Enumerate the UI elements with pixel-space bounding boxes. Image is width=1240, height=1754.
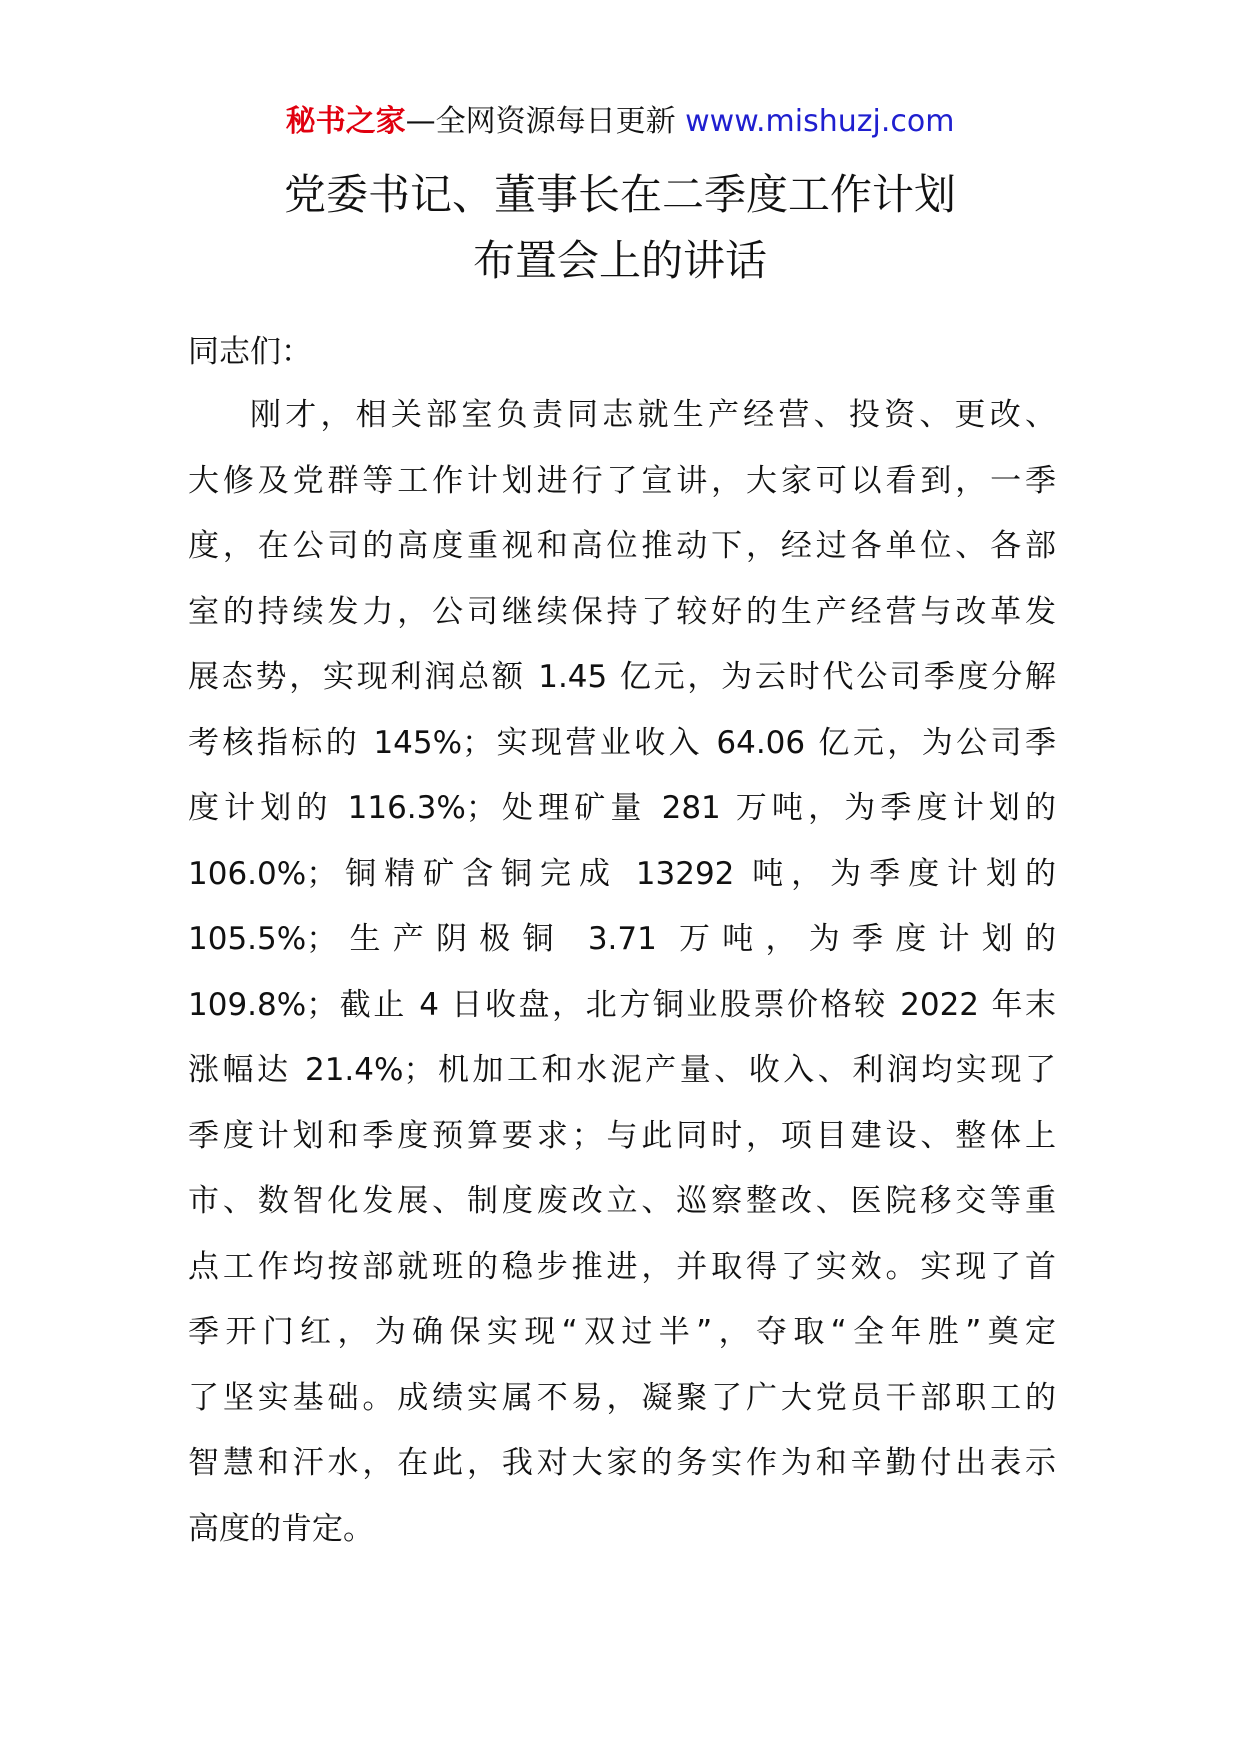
paragraph-line: 智慧和汗水，在此，我对大家的务实作为和辛勤付出表示 — [188, 1445, 1056, 1481]
title-line-2: 布置会上的讲话 — [472, 236, 767, 285]
paragraph-line: 了坚实基础。成绩实属不易，凝聚了广大党员干部职工的 — [188, 1379, 1056, 1416]
paragraph-line: 105.5%；生产阴极铜 3.71 万吨，为季度计划的 — [188, 921, 1056, 957]
paragraph-line: 季度计划和季度预算要求；与此同时，项目建设、整体上 — [188, 1117, 1056, 1154]
paragraph-line: 季开门红，为确保实现“双过半”，夺取“全年胜”奠定 — [188, 1314, 1056, 1350]
paragraph-line: 考核指标的 145%；实现营业收入 64.06 亿元，为公司季 — [188, 724, 1056, 761]
speech-paragraph — [188, 393, 1056, 1572]
paragraph-line-last: 高度的肯定。 — [188, 1510, 374, 1547]
title-line-1: 党委书记、董事长在二季度工作计划 — [283, 170, 956, 219]
paragraph-line: 度计划的 116.3%；处理矿量 281 万吨，为季度计划的 — [188, 790, 1056, 826]
salutation: 同志们： — [188, 334, 312, 370]
paragraph-line: 度，在公司的高度重视和高位推动下，经过各单位、各部 — [188, 528, 1056, 564]
document-title — [0, 162, 1240, 294]
brand-name: 秘书之家 — [285, 104, 406, 139]
paragraph-line: 刚才，相关部室负责同志就生产经营、投资、更改、 — [250, 397, 1056, 433]
paragraph-line: 涨幅达 21.4%；机加工和水泥产量、收入、利润均实现了 — [188, 1052, 1056, 1088]
paragraph-line: 市、数智化发展、制度废改立、巡察整改、医院移交等重 — [188, 1183, 1056, 1219]
site-url-link[interactable]: www.mishuzj.com — [685, 104, 955, 139]
paragraph-line: 109.8%；截止 4 日收盘，北方铜业股票价格较 2022 年末 — [188, 986, 1056, 1023]
header-tagline: —全网资源每日更新 — [405, 104, 686, 139]
site-header — [0, 100, 1240, 144]
paragraph-line: 106.0%；铜精矿含铜完成 13292 吨，为季度计划的 — [188, 855, 1056, 892]
paragraph-line: 点工作均按部就班的稳步推进，并取得了实效。实现了首 — [188, 1248, 1056, 1285]
paragraph-line: 展态势，实现利润总额 1.45 亿元，为云时代公司季度分解 — [188, 659, 1056, 695]
paragraph-line: 大修及党群等工作计划进行了宣讲，大家可以看到，一季 — [188, 462, 1056, 499]
paragraph-line: 室的持续发力，公司继续保持了较好的生产经营与改革发 — [188, 593, 1056, 630]
